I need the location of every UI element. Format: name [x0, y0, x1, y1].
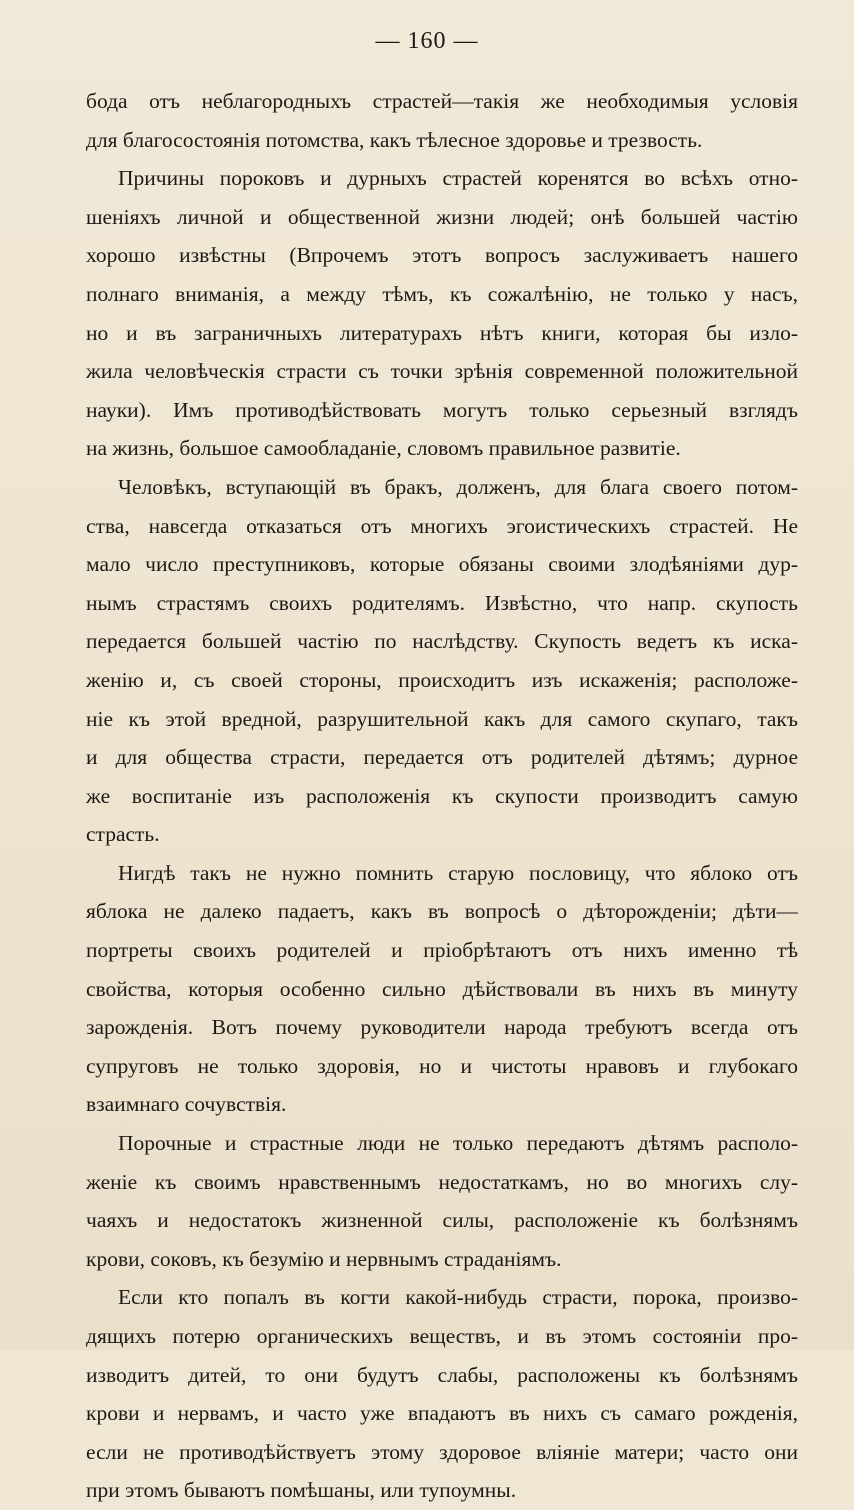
text-line: свойства, которыя особенно сильно дѣйствовали въ нихъ въ минуту — [86, 976, 798, 1001]
text-line: при этомъ бываютъ помѣшаны, или тупоумны. — [86, 1478, 517, 1503]
text-line: супруговъ не только здоровія, но и чистоты нравовъ и глубокаго — [86, 1053, 798, 1078]
text-line: и для общества страсти, передается отъ родителей дѣтямъ; дурное — [86, 745, 798, 770]
text-line: же воспитаніе изъ расположенія къ скупости производитъ самую — [86, 783, 798, 808]
paragraph — [86, 854, 798, 1124]
text-line: ства, навсегда отказаться отъ многихъ эгоистическихъ страстей. Не — [86, 513, 798, 538]
text-line: Если кто попалъ въ когти какой-нибудь страсти, порока, произво- — [118, 1285, 798, 1310]
text-line: Причины пороковъ и дурныхъ страстей коренятся во всѣхъ отно- — [118, 166, 798, 191]
text-line: крови, соковъ, къ безумію и нервнымъ страданіямъ. — [86, 1246, 562, 1271]
paragraph — [86, 1124, 798, 1278]
text-line: взаимнаго сочувствія. — [86, 1092, 287, 1117]
paragraph — [86, 1278, 798, 1510]
text-line: яблока не далеко падаетъ, какъ въ вопросѣ о дѣторожденіи; дѣти— — [86, 899, 798, 924]
paragraph — [86, 82, 798, 159]
text-line: крови и нервамъ, и часто уже впадаютъ въ нихъ съ самаго рожденія, — [86, 1401, 798, 1426]
text-line: полнаго вниманія, а между тѣмъ, къ сожалѣнію, не только у насъ, — [86, 281, 798, 306]
text-line: хорошо извѣстны (Впрочемъ этотъ вопросъ заслуживаетъ нашего — [86, 243, 798, 268]
text-line: мало число преступниковъ, которые обязаны своими злодѣяніями дур- — [86, 552, 798, 577]
text-line: изводитъ дитей, то они будутъ слабы, расположены къ болѣзнямъ — [86, 1362, 798, 1387]
text-line: для благосостоянія потомства, какъ тѣлесное здоровье и трезвость. — [86, 127, 703, 152]
text-line: шеніяхъ личной и общественной жизни людей; онѣ большей частію — [86, 204, 798, 229]
text-line: Порочные и страстные люди не только передаютъ дѣтямъ располо- — [118, 1131, 798, 1156]
text-line: ніе къ этой вредной, разрушительной какъ для самого скупаго, такъ — [86, 706, 798, 731]
text-line: на жизнь, большое самообладаніе, словомъ правильное развитіе. — [86, 436, 681, 461]
text-line: портреты своихъ родителей и пріобрѣтаютъ отъ нихъ именно тѣ — [86, 938, 798, 963]
text-line: Человѣкъ, вступающій въ бракъ, долженъ, для блага своего потом- — [118, 474, 798, 499]
text-line: жила человѣческія страсти съ точки зрѣнія современной положительной — [86, 359, 798, 384]
text-line: женіе къ своимъ нравственнымъ недостаткамъ, но во многихъ слу- — [86, 1169, 798, 1194]
text-line: но и въ заграничныхъ литературахъ нѣтъ книги, которая бы изло- — [86, 320, 798, 345]
text-line: чаяхъ и недостатокъ жизненной силы, расположеніе къ болѣзнямъ — [86, 1208, 798, 1233]
text-line: страсть. — [86, 822, 160, 847]
text-line: если не противодѣйствуетъ этому здоровое вліяніе матери; часто они — [86, 1439, 798, 1464]
text-line: дящихъ потерю органическихъ веществъ, и въ этомъ состояніи про- — [86, 1324, 798, 1348]
paragraph — [86, 468, 798, 854]
text-line: нымъ страстямъ своихъ родителямъ. Извѣстно, что напр. скупость — [86, 590, 798, 615]
text-line: зарожденія. Вотъ почему руководители народа требуютъ всегда отъ — [86, 1015, 798, 1040]
paragraph — [86, 159, 798, 468]
text-line: женію и, съ своей стороны, происходитъ изъ искаженія; расположе- — [86, 667, 798, 692]
page-number: — 160 — — [375, 28, 479, 54]
text-line: бода отъ неблагородныхъ страстей—такія же необходимыя условія — [86, 89, 798, 113]
text-line: передается большей частію по наслѣдству. Скупость ведетъ къ иска- — [86, 629, 798, 654]
text-line: науки). Имъ противодѣйствовать могутъ только серьезный взглядъ — [86, 397, 798, 422]
text-line: Нигдѣ такъ не нужно помнить старую пословицу, что яблоко отъ — [118, 860, 798, 885]
body-text — [86, 82, 798, 1510]
